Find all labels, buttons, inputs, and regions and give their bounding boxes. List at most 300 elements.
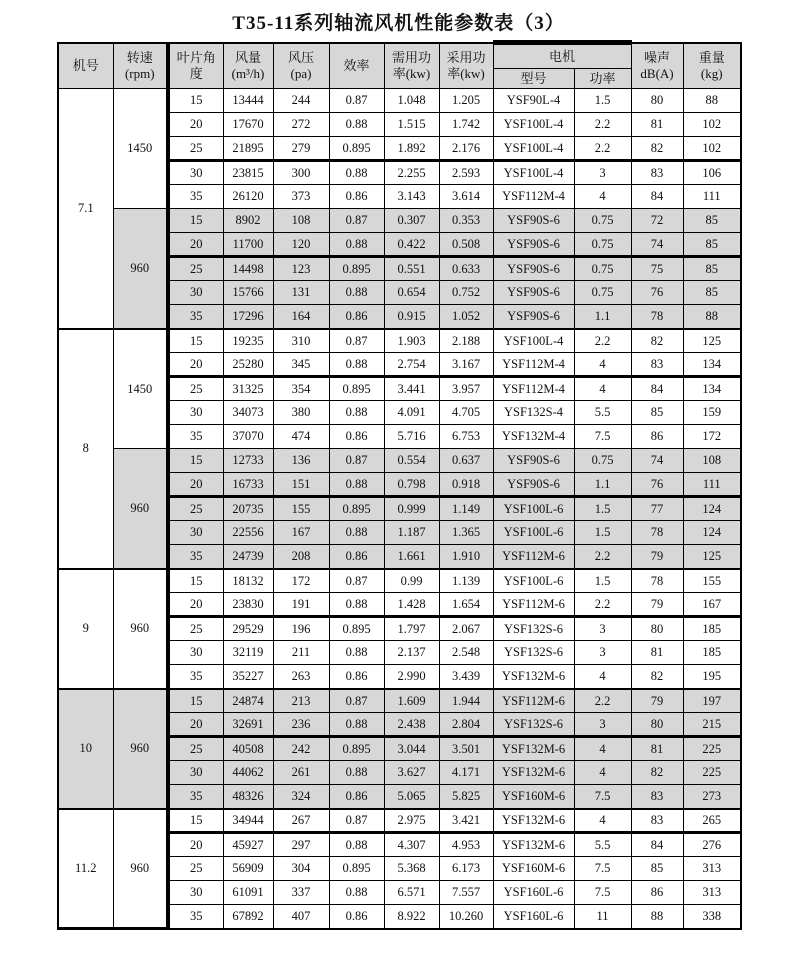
cell-pressure: 155 xyxy=(273,497,329,521)
cell-blade-angle: 30 xyxy=(168,521,223,545)
cell-motor-model: YSF132S-6 xyxy=(493,641,574,665)
cell-motor-model: YSF90L-4 xyxy=(493,89,574,113)
cell-required-power: 1.187 xyxy=(384,521,439,545)
cell-motor-model: YSF112M-6 xyxy=(493,545,574,569)
cell-blade-angle: 25 xyxy=(168,137,223,161)
cell-motor-model: YSF132S-4 xyxy=(493,401,574,425)
cell-blade-angle: 35 xyxy=(168,305,223,329)
performance-table xyxy=(57,40,742,930)
cell-air-volume: 15766 xyxy=(223,281,273,305)
cell-adopted-power: 1.149 xyxy=(439,497,493,521)
cell-motor-power: 0.75 xyxy=(574,209,631,233)
header-weight-line1: 重量 xyxy=(698,50,725,66)
cell-noise: 83 xyxy=(631,809,683,833)
cell-air-volume: 34073 xyxy=(223,401,273,425)
cell-air-volume: 14498 xyxy=(223,257,273,281)
cell-blade-angle: 15 xyxy=(168,329,223,353)
cell-efficiency: 0.88 xyxy=(329,761,384,785)
header-adopted-power-line2: 率(kw) xyxy=(447,65,485,81)
cell-efficiency: 0.88 xyxy=(329,401,384,425)
cell-blade-angle: 20 xyxy=(168,593,223,617)
cell-motor-model: YSF132S-6 xyxy=(493,713,574,737)
cell-weight: 225 xyxy=(683,761,741,785)
table-row xyxy=(58,329,741,353)
cell-required-power: 6.571 xyxy=(384,881,439,905)
cell-efficiency: 0.86 xyxy=(329,785,384,809)
cell-noise: 76 xyxy=(631,473,683,497)
header-motor-model: 型号 xyxy=(493,69,574,89)
cell-required-power: 0.999 xyxy=(384,497,439,521)
cell-air-volume: 8902 xyxy=(223,209,273,233)
cell-noise: 82 xyxy=(631,137,683,161)
cell-motor-model: YSF132M-6 xyxy=(493,833,574,857)
cell-required-power: 0.554 xyxy=(384,449,439,473)
cell-blade-angle: 30 xyxy=(168,161,223,185)
cell-required-power: 0.551 xyxy=(384,257,439,281)
cell-weight: 195 xyxy=(683,665,741,689)
cell-air-volume: 32119 xyxy=(223,641,273,665)
cell-efficiency: 0.88 xyxy=(329,833,384,857)
cell-motor-model: YSF100L-4 xyxy=(493,329,574,353)
cell-weight: 185 xyxy=(683,641,741,665)
cell-adopted-power: 1.742 xyxy=(439,113,493,137)
cell-required-power: 5.716 xyxy=(384,425,439,449)
header-required-power-line2: 率(kw) xyxy=(392,65,431,81)
cell-pressure: 345 xyxy=(273,353,329,377)
cell-air-volume: 34944 xyxy=(223,809,273,833)
cell-blade-angle: 35 xyxy=(168,185,223,209)
cell-required-power: 0.422 xyxy=(384,233,439,257)
cell-machine-no: 10 xyxy=(58,689,113,809)
cell-efficiency: 0.86 xyxy=(329,665,384,689)
cell-motor-power: 2.2 xyxy=(574,545,631,569)
cell-speed: 1450 xyxy=(113,329,168,449)
cell-blade-angle: 15 xyxy=(168,89,223,113)
cell-pressure: 164 xyxy=(273,305,329,329)
cell-motor-model: YSF90S-6 xyxy=(493,209,574,233)
cell-pressure: 337 xyxy=(273,881,329,905)
cell-pressure: 304 xyxy=(273,857,329,881)
cell-adopted-power: 3.501 xyxy=(439,737,493,761)
header-pressure xyxy=(273,43,329,89)
cell-air-volume: 45927 xyxy=(223,833,273,857)
cell-required-power: 1.048 xyxy=(384,89,439,113)
cell-weight: 85 xyxy=(683,257,741,281)
cell-motor-model: YSF132S-6 xyxy=(493,617,574,641)
cell-weight: 124 xyxy=(683,521,741,545)
cell-pressure: 213 xyxy=(273,689,329,713)
cell-air-volume: 13444 xyxy=(223,89,273,113)
cell-motor-power: 1.5 xyxy=(574,497,631,521)
cell-motor-power: 1.5 xyxy=(574,89,631,113)
cell-efficiency: 0.87 xyxy=(329,209,384,233)
cell-blade-angle: 35 xyxy=(168,905,223,929)
cell-adopted-power: 7.557 xyxy=(439,881,493,905)
header-weight xyxy=(683,43,741,89)
cell-noise: 84 xyxy=(631,833,683,857)
cell-motor-power: 0.75 xyxy=(574,257,631,281)
cell-noise: 80 xyxy=(631,713,683,737)
cell-motor-power: 1.1 xyxy=(574,305,631,329)
cell-motor-model: YSF112M-4 xyxy=(493,353,574,377)
cell-weight: 159 xyxy=(683,401,741,425)
cell-air-volume: 29529 xyxy=(223,617,273,641)
cell-blade-angle: 30 xyxy=(168,641,223,665)
cell-weight: 108 xyxy=(683,449,741,473)
cell-noise: 81 xyxy=(631,737,683,761)
cell-required-power: 0.915 xyxy=(384,305,439,329)
cell-required-power: 2.137 xyxy=(384,641,439,665)
cell-efficiency: 0.88 xyxy=(329,113,384,137)
cell-weight: 197 xyxy=(683,689,741,713)
cell-motor-power: 2.2 xyxy=(574,329,631,353)
cell-motor-power: 3 xyxy=(574,641,631,665)
cell-air-volume: 22556 xyxy=(223,521,273,545)
cell-blade-angle: 20 xyxy=(168,353,223,377)
cell-noise: 82 xyxy=(631,761,683,785)
cell-weight: 185 xyxy=(683,617,741,641)
cell-weight: 88 xyxy=(683,89,741,113)
cell-blade-angle: 25 xyxy=(168,257,223,281)
cell-motor-power: 4 xyxy=(574,665,631,689)
cell-motor-model: YSF112M-4 xyxy=(493,377,574,401)
cell-adopted-power: 0.633 xyxy=(439,257,493,281)
cell-adopted-power: 4.705 xyxy=(439,401,493,425)
cell-efficiency: 0.88 xyxy=(329,233,384,257)
cell-blade-angle: 20 xyxy=(168,833,223,857)
cell-motor-model: YSF132M-6 xyxy=(493,665,574,689)
cell-air-volume: 61091 xyxy=(223,881,273,905)
cell-blade-angle: 25 xyxy=(168,617,223,641)
cell-required-power: 8.922 xyxy=(384,905,439,929)
cell-pressure: 244 xyxy=(273,89,329,113)
cell-adopted-power: 1.365 xyxy=(439,521,493,545)
cell-adopted-power: 4.171 xyxy=(439,761,493,785)
cell-motor-model: YSF160L-6 xyxy=(493,881,574,905)
cell-pressure: 373 xyxy=(273,185,329,209)
header-speed-line1: 转速 xyxy=(126,50,153,66)
cell-pressure: 120 xyxy=(273,233,329,257)
cell-required-power: 1.515 xyxy=(384,113,439,137)
cell-weight: 155 xyxy=(683,569,741,593)
cell-machine-no: 7.1 xyxy=(58,89,113,329)
cell-efficiency: 0.895 xyxy=(329,137,384,161)
cell-air-volume: 35227 xyxy=(223,665,273,689)
cell-motor-power: 2.2 xyxy=(574,137,631,161)
cell-required-power: 3.627 xyxy=(384,761,439,785)
cell-required-power: 1.903 xyxy=(384,329,439,353)
cell-air-volume: 19235 xyxy=(223,329,273,353)
cell-motor-model: YSF100L-4 xyxy=(493,137,574,161)
cell-efficiency: 0.87 xyxy=(329,329,384,353)
cell-required-power: 5.368 xyxy=(384,857,439,881)
cell-speed: 960 xyxy=(113,689,168,809)
cell-adopted-power: 6.753 xyxy=(439,425,493,449)
table-row xyxy=(58,689,741,713)
cell-weight: 273 xyxy=(683,785,741,809)
cell-efficiency: 0.88 xyxy=(329,521,384,545)
cell-motor-power: 1.5 xyxy=(574,521,631,545)
cell-adopted-power: 2.188 xyxy=(439,329,493,353)
cell-noise: 84 xyxy=(631,377,683,401)
cell-pressure: 297 xyxy=(273,833,329,857)
cell-noise: 80 xyxy=(631,89,683,113)
table-row xyxy=(58,209,741,233)
cell-motor-model: YSF160M-6 xyxy=(493,857,574,881)
cell-weight: 125 xyxy=(683,329,741,353)
cell-noise: 83 xyxy=(631,353,683,377)
cell-adopted-power: 6.173 xyxy=(439,857,493,881)
table-header xyxy=(58,43,741,89)
cell-noise: 86 xyxy=(631,425,683,449)
cell-speed: 960 xyxy=(113,209,168,329)
cell-noise: 85 xyxy=(631,401,683,425)
cell-weight: 134 xyxy=(683,377,741,401)
cell-blade-angle: 25 xyxy=(168,497,223,521)
cell-motor-model: YSF112M-6 xyxy=(493,593,574,617)
cell-air-volume: 18132 xyxy=(223,569,273,593)
cell-adopted-power: 2.176 xyxy=(439,137,493,161)
cell-efficiency: 0.895 xyxy=(329,617,384,641)
cell-air-volume: 26120 xyxy=(223,185,273,209)
cell-efficiency: 0.86 xyxy=(329,305,384,329)
cell-air-volume: 31325 xyxy=(223,377,273,401)
cell-weight: 276 xyxy=(683,833,741,857)
header-weight-line2: (kg) xyxy=(700,65,723,81)
cell-air-volume: 23815 xyxy=(223,161,273,185)
cell-speed: 960 xyxy=(113,449,168,569)
cell-pressure: 267 xyxy=(273,809,329,833)
cell-motor-power: 3 xyxy=(574,617,631,641)
cell-noise: 79 xyxy=(631,689,683,713)
cell-motor-model: YSF132M-6 xyxy=(493,737,574,761)
cell-blade-angle: 15 xyxy=(168,449,223,473)
cell-motor-power: 5.5 xyxy=(574,833,631,857)
cell-weight: 124 xyxy=(683,497,741,521)
cell-blade-angle: 35 xyxy=(168,545,223,569)
cell-weight: 313 xyxy=(683,857,741,881)
cell-efficiency: 0.86 xyxy=(329,185,384,209)
cell-weight: 85 xyxy=(683,209,741,233)
cell-motor-model: YSF160L-6 xyxy=(493,905,574,929)
header-noise xyxy=(631,43,683,89)
cell-pressure: 131 xyxy=(273,281,329,305)
cell-motor-model: YSF100L-6 xyxy=(493,497,574,521)
header-noise-line1: 噪声 xyxy=(644,50,671,66)
cell-motor-power: 7.5 xyxy=(574,785,631,809)
cell-weight: 102 xyxy=(683,137,741,161)
cell-motor-power: 4 xyxy=(574,377,631,401)
cell-required-power: 2.990 xyxy=(384,665,439,689)
header-blade-angle-line2: 度 xyxy=(189,65,203,81)
cell-required-power: 4.091 xyxy=(384,401,439,425)
cell-air-volume: 17670 xyxy=(223,113,273,137)
cell-efficiency: 0.87 xyxy=(329,689,384,713)
cell-motor-power: 4 xyxy=(574,761,631,785)
cell-blade-angle: 35 xyxy=(168,665,223,689)
header-air-volume xyxy=(223,43,273,89)
cell-air-volume: 40508 xyxy=(223,737,273,761)
header-blade-angle-line1: 叶片角 xyxy=(176,50,216,66)
header-adopted-power-line1: 采用功 xyxy=(446,50,486,66)
cell-motor-model: YSF112M-4 xyxy=(493,185,574,209)
cell-motor-power: 3 xyxy=(574,161,631,185)
header-air-volume-line2: (m³/h) xyxy=(231,65,265,81)
cell-blade-angle: 25 xyxy=(168,737,223,761)
header-noise-line2: dB(A) xyxy=(640,65,674,81)
cell-required-power: 0.99 xyxy=(384,569,439,593)
cell-adopted-power: 0.637 xyxy=(439,449,493,473)
cell-blade-angle: 25 xyxy=(168,377,223,401)
cell-air-volume: 16733 xyxy=(223,473,273,497)
cell-weight: 167 xyxy=(683,593,741,617)
cell-motor-model: YSF90S-6 xyxy=(493,257,574,281)
cell-efficiency: 0.895 xyxy=(329,377,384,401)
cell-pressure: 272 xyxy=(273,113,329,137)
cell-required-power: 1.892 xyxy=(384,137,439,161)
cell-pressure: 196 xyxy=(273,617,329,641)
cell-machine-no: 8 xyxy=(58,329,113,569)
cell-required-power: 0.798 xyxy=(384,473,439,497)
header-machine-no: 机号 xyxy=(58,43,113,89)
header-air-volume-line1: 风量 xyxy=(234,50,261,66)
cell-noise: 74 xyxy=(631,449,683,473)
cell-air-volume: 20735 xyxy=(223,497,273,521)
cell-motor-model: YSF132M-6 xyxy=(493,809,574,833)
cell-efficiency: 0.88 xyxy=(329,641,384,665)
cell-adopted-power: 1.944 xyxy=(439,689,493,713)
table-body xyxy=(58,89,741,929)
cell-motor-power: 2.2 xyxy=(574,689,631,713)
cell-blade-angle: 30 xyxy=(168,401,223,425)
cell-motor-model: YSF90S-6 xyxy=(493,305,574,329)
cell-noise: 83 xyxy=(631,785,683,809)
header-required-power xyxy=(384,43,439,89)
cell-pressure: 172 xyxy=(273,569,329,593)
cell-adopted-power: 3.614 xyxy=(439,185,493,209)
cell-motor-power: 7.5 xyxy=(574,857,631,881)
header-speed xyxy=(113,43,168,89)
cell-weight: 85 xyxy=(683,233,741,257)
cell-speed: 960 xyxy=(113,569,168,689)
table-row xyxy=(58,449,741,473)
cell-weight: 88 xyxy=(683,305,741,329)
cell-air-volume: 12733 xyxy=(223,449,273,473)
cell-adopted-power: 3.439 xyxy=(439,665,493,689)
cell-air-volume: 48326 xyxy=(223,785,273,809)
cell-efficiency: 0.87 xyxy=(329,569,384,593)
cell-adopted-power: 5.825 xyxy=(439,785,493,809)
cell-motor-model: YSF160M-6 xyxy=(493,785,574,809)
cell-noise: 75 xyxy=(631,257,683,281)
cell-air-volume: 37070 xyxy=(223,425,273,449)
cell-noise: 81 xyxy=(631,113,683,137)
cell-weight: 102 xyxy=(683,113,741,137)
header-adopted-power xyxy=(439,43,493,89)
cell-machine-no: 11.2 xyxy=(58,809,113,929)
cell-required-power: 2.255 xyxy=(384,161,439,185)
cell-noise: 85 xyxy=(631,857,683,881)
cell-pressure: 191 xyxy=(273,593,329,617)
cell-blade-angle: 20 xyxy=(168,473,223,497)
cell-motor-model: YSF90S-6 xyxy=(493,473,574,497)
cell-noise: 81 xyxy=(631,641,683,665)
cell-pressure: 236 xyxy=(273,713,329,737)
cell-efficiency: 0.86 xyxy=(329,545,384,569)
cell-adopted-power: 1.654 xyxy=(439,593,493,617)
cell-pressure: 136 xyxy=(273,449,329,473)
cell-efficiency: 0.88 xyxy=(329,593,384,617)
cell-noise: 78 xyxy=(631,305,683,329)
cell-pressure: 279 xyxy=(273,137,329,161)
cell-pressure: 474 xyxy=(273,425,329,449)
cell-weight: 172 xyxy=(683,425,741,449)
cell-blade-angle: 15 xyxy=(168,569,223,593)
header-efficiency: 效率 xyxy=(329,43,384,89)
cell-blade-angle: 20 xyxy=(168,113,223,137)
cell-weight: 313 xyxy=(683,881,741,905)
cell-adopted-power: 3.421 xyxy=(439,809,493,833)
cell-blade-angle: 35 xyxy=(168,785,223,809)
cell-noise: 88 xyxy=(631,905,683,929)
cell-speed: 1450 xyxy=(113,89,168,209)
cell-efficiency: 0.88 xyxy=(329,881,384,905)
cell-pressure: 151 xyxy=(273,473,329,497)
cell-pressure: 167 xyxy=(273,521,329,545)
cell-motor-power: 5.5 xyxy=(574,401,631,425)
cell-required-power: 1.609 xyxy=(384,689,439,713)
cell-motor-power: 4 xyxy=(574,737,631,761)
cell-noise: 74 xyxy=(631,233,683,257)
cell-blade-angle: 35 xyxy=(168,425,223,449)
cell-noise: 82 xyxy=(631,329,683,353)
cell-weight: 111 xyxy=(683,473,741,497)
header-motor-power: 功率 xyxy=(574,69,631,89)
cell-air-volume: 24739 xyxy=(223,545,273,569)
cell-adopted-power: 2.067 xyxy=(439,617,493,641)
cell-motor-power: 1.1 xyxy=(574,473,631,497)
cell-motor-model: YSF100L-4 xyxy=(493,161,574,185)
cell-motor-power: 1.5 xyxy=(574,569,631,593)
cell-air-volume: 11700 xyxy=(223,233,273,257)
cell-air-volume: 56909 xyxy=(223,857,273,881)
cell-motor-power: 11 xyxy=(574,905,631,929)
cell-motor-model: YSF90S-6 xyxy=(493,281,574,305)
cell-noise: 83 xyxy=(631,161,683,185)
cell-efficiency: 0.87 xyxy=(329,89,384,113)
cell-speed: 960 xyxy=(113,809,168,929)
cell-efficiency: 0.87 xyxy=(329,449,384,473)
cell-air-volume: 23830 xyxy=(223,593,273,617)
cell-motor-model: YSF100L-4 xyxy=(493,113,574,137)
cell-air-volume: 32691 xyxy=(223,713,273,737)
cell-weight: 111 xyxy=(683,185,741,209)
cell-pressure: 354 xyxy=(273,377,329,401)
cell-efficiency: 0.88 xyxy=(329,161,384,185)
cell-motor-model: YSF90S-6 xyxy=(493,449,574,473)
cell-pressure: 300 xyxy=(273,161,329,185)
cell-noise: 80 xyxy=(631,617,683,641)
header-pressure-line1: 风压 xyxy=(287,50,314,66)
cell-pressure: 208 xyxy=(273,545,329,569)
cell-weight: 134 xyxy=(683,353,741,377)
cell-motor-model: YSF100L-6 xyxy=(493,569,574,593)
cell-air-volume: 44062 xyxy=(223,761,273,785)
cell-motor-model: YSF90S-6 xyxy=(493,233,574,257)
cell-motor-model: YSF100L-6 xyxy=(493,521,574,545)
cell-pressure: 261 xyxy=(273,761,329,785)
cell-air-volume: 24874 xyxy=(223,689,273,713)
